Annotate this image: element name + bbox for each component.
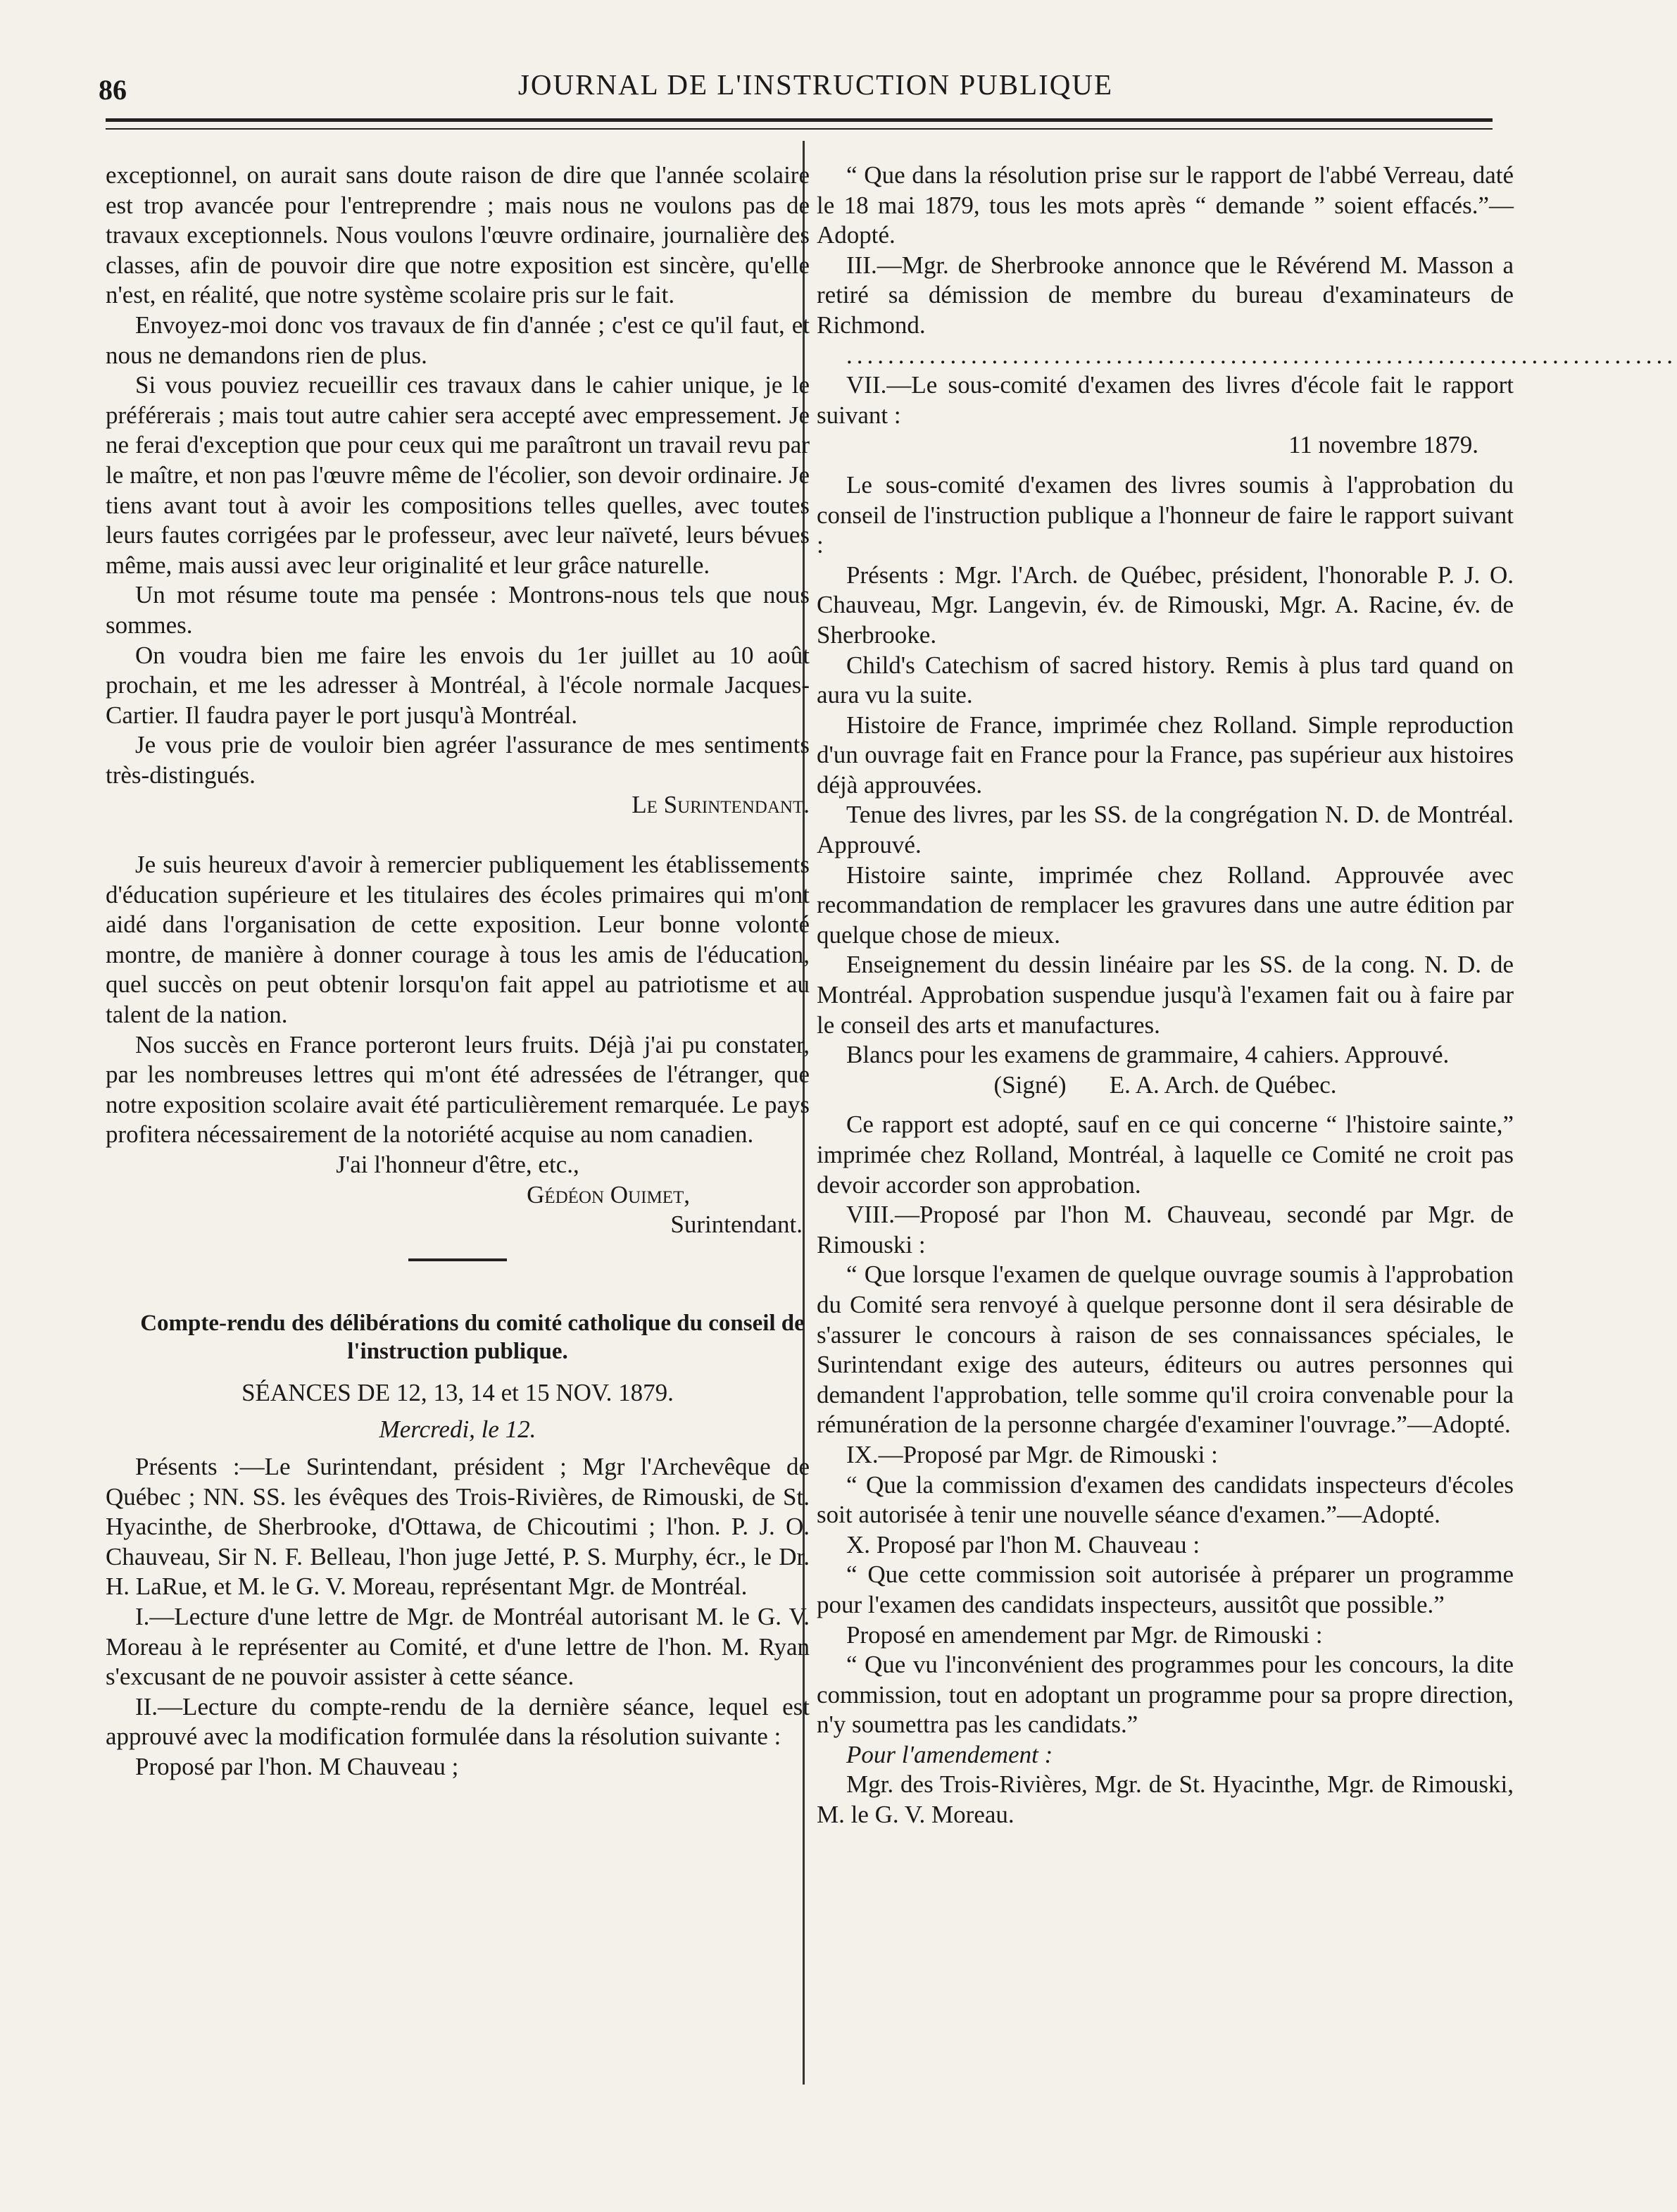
paragraph: “ Que la commission d'examen des candidats inspecteurs d'écoles soit autorisée à tenir une nouvelle séance d'examen.”—Adopté.: [817, 1470, 1514, 1529]
paragraph: “ Que dans la résolution prise sur le rapport de l'abbé Verreau, daté le 18 mai 1879, tous les mots après “ demande ” soient effacés.”—Adopté.: [817, 161, 1514, 249]
section-title: Compte-rendu des délibérations du comité catholique du conseil de l'instruction publique.: [140, 1310, 805, 1364]
header-rule-thin: [106, 128, 1493, 130]
left-column: [106, 161, 810, 1782]
signature-name: Gédéon Ouimet,: [527, 1180, 690, 1208]
paragraph: Pour l'amendement :: [846, 1740, 1053, 1768]
paragraph: Je suis heureux d'avoir à remercier publiquement les établissements d'éducation supérieure et les titulaires des écoles primaires qui m'ont aidé dans l'organisation de cette exposition. Leur bonne volonté montre, de manière à donner courage à tous les amis de l'éducation, quel succès on peut obtenir lorsqu'on fait appel au patriotisme et au talent de la nation.: [106, 851, 810, 1029]
paragraph: Enseignement du dessin linéaire par les SS. de la cong. N. D. de Montréal. Approbation suspendue jusqu'à l'examen fait ou à faire par le conseil des arts et manufactures.: [817, 951, 1514, 1039]
paragraph: Proposé par l'hon. M Chauveau ;: [135, 1752, 459, 1780]
paragraph: Nos succès en France porteront leurs fruits. Déjà j'ai pu constater, par les nombreuses lettres qui m'ont été adressées de l'étranger, que notre exposition scolaire avait été particulièrement remarquée. Le pays profitera nécessairement de la notoriété acquise au nom canadien.: [106, 1030, 810, 1149]
paragraph: Envoyez-moi donc vos travaux de fin d'année ; c'est ce qu'il faut, et nous ne demandons rien de plus.: [106, 311, 810, 369]
paragraph: Je vous prie de vouloir bien agréer l'assurance de mes sentiments très-distingués.: [106, 731, 810, 789]
report-date: 11 novembre 1879.: [1288, 431, 1478, 459]
paragraph: Présents :—Le Surintendant, président ; Mgr l'Archevêque de Québec ; NN. SS. les évêques des Trois-Rivières, de Rimouski, de St. Hyacinthe, de Sherbrooke, d'Ottawa, de Chicoutimi ; l'hon. P. J. O. Chauveau, Sir N. F. Belleau, l'hon juge Jetté, P. S. Murphy, écr., le Dr. H. LaRue, et M. le G. V. Moreau, représentant Mgr. de Montréal.: [106, 1452, 810, 1601]
paragraph: “ Que cette commission soit autorisée à préparer un programme pour l'examen des candidats inspecteurs, aussitôt que possible.”: [817, 1561, 1514, 1618]
paragraph: Histoire sainte, imprimée chez Rolland. Approuvée avec recommandation de remplacer les gravures dans une autre édition par quelque chose de mieux.: [817, 861, 1514, 949]
paragraph: Un mot résume toute ma pensée : Montrons-nous tels que nous sommes.: [106, 581, 810, 639]
paragraph: “ Que vu l'inconvénient des programmes pour les concours, la dite commission, tout en adoptant un programme pour sa propre direction, n'y soumettra pas les candidats.”: [817, 1651, 1514, 1739]
spacer: [106, 1280, 810, 1309]
section-separator: [408, 1258, 507, 1261]
header-rule-thick: [106, 118, 1493, 122]
paragraph: Présents : Mgr. l'Arch. de Québec, président, l'honorable P. J. O. Chauveau, Mgr. Langevin, év. de Rimouski, Mgr. A. Racine, év. de Sherbrooke.: [817, 561, 1514, 649]
paragraph: Ce rapport est adopté, sauf en ce qui concerne “ l'histoire sainte,” imprimée chez Rolland, Montréal, à laquelle ce Comité ne croit pas devoir accorder son approbation.: [817, 1111, 1514, 1199]
seances-heading: SÉANCES DE 12, 13, 14 et 15 NOV. 1879.: [241, 1378, 674, 1406]
day-heading: Mercredi, le 12.: [379, 1416, 536, 1444]
closing-line: J'ai l'honneur d'être, etc.,: [336, 1151, 579, 1178]
paragraph: III.—Mgr. de Sherbrooke annonce que le Révérend M. Masson a retiré sa démission de membre du bureau d'examinateurs de Richmond.: [817, 251, 1514, 339]
paragraph: Le sous-comité d'examen des livres soumis à l'approbation du conseil de l'instruction publique a l'honneur de faire le rapport suivant :: [817, 470, 1514, 559]
paragraph: VII.—Le sous-comité d'examen des livres d'école fait le rapport suivant :: [817, 371, 1514, 429]
signature-surintendant: Le Surintendant.: [632, 791, 810, 819]
paragraph: exceptionnel, on aurait sans doute raison de dire que l'année scolaire est trop avancée pour l'entreprendre ; mais nous ne voulons pas de travaux exceptionnels. Nous voulons l'œuvre ordinaire, journalière des classes, afin de pouvoir dire que notre exposition est sincère, qu'elle n'est, en réalité, que notre système scolaire pris sur le fait.: [106, 161, 810, 309]
paragraph: IX.—Proposé par Mgr. de Rimouski :: [846, 1440, 1218, 1468]
paragraph: Mgr. des Trois-Rivières, Mgr. de St. Hyacinthe, Mgr. de Rimouski, M. le G. V. Moreau.: [817, 1770, 1514, 1829]
paragraph: Tenue des livres, par les SS. de la congrégation N. D. de Montréal. Approuvé.: [817, 801, 1514, 859]
paragraph: Histoire de France, imprimée chez Rolland. Simple reproduction d'un ouvrage fait en France pour la France, pas supérieur aux histoires déjà approuvées.: [817, 711, 1514, 799]
paragraph: Child's Catechism of sacred history. Remis à plus tard quand on aura vu la suite.: [817, 651, 1514, 709]
ellipsis-line: ................................................................................: [846, 341, 1677, 369]
right-column: [817, 161, 1677, 1830]
running-title: JOURNAL DE L'INSTRUCTION PUBLIQUE: [517, 68, 1114, 101]
paragraph: Blancs pour les examens de grammaire, 4 cahiers. Approuvé.: [846, 1041, 1450, 1069]
paragraph: X. Proposé par l'hon M. Chauveau :: [846, 1530, 1200, 1558]
paragraph: Proposé en amendement par Mgr. de Rimouski :: [846, 1620, 1323, 1649]
paragraph: Si vous pouviez recueillir ces travaux dans le cahier unique, je le préférerais ; mais tout autre cahier sera accepté avec empressement. Je ne ferai d'exception que pour ceux qui me paraîtront un travail revu par le maître, et non pas l'œuvre même de l'écolier, son devoir ordinaire. Je tiens avant tout à avoir les compositions telles quelles, avec toutes leurs fautes corrigées par le professeur, avec leur naïveté, leurs bévues même, mais aussi avec leur originalité et leur grâce naturelle.: [106, 371, 810, 579]
signature-title: Surintendant.: [670, 1211, 803, 1239]
page-number: 86: [99, 74, 127, 106]
paragraph: “ Que lorsque l'examen de quelque ouvrage soumis à l'approbation du Comité sera renvoyé à quelque personne dont il sera désirable de s'assurer le concours à raison de ses connaissances spéciales, le Surintendant exige des auteurs, éditeurs ou autres personnes qui demandent l'approbation, telle somme qu'il croira convenable pour la rémunération de la personne chargée d'examiner l'ouvrage.”—Adopté.: [817, 1261, 1514, 1439]
paragraph: On voudra bien me faire les envois du 1er juillet au 10 août prochain, et me les adresser à Montréal, à l'école normale Jacques-Cartier. Il faudra payer le port jusqu'à Montréal.: [106, 641, 810, 729]
spacer: [106, 820, 810, 850]
paragraph: II.—Lecture du compte-rendu de la dernière séance, lequel est approuvé avec la modification formulée dans la résolution suivante :: [106, 1692, 810, 1751]
paragraph: VIII.—Proposé par l'hon M. Chauveau, secondé par Mgr. de Rimouski :: [817, 1201, 1514, 1258]
signed-line: (Signé) E. A. Arch. de Québec.: [993, 1070, 1337, 1099]
paragraph: I.—Lecture d'une lettre de Mgr. de Montréal autorisant M. le G. V. Moreau à le représenter au Comité, et d'une lettre de l'hon. M. Ryan s'excusant de ne pouvoir assister à cette séance.: [106, 1602, 810, 1691]
